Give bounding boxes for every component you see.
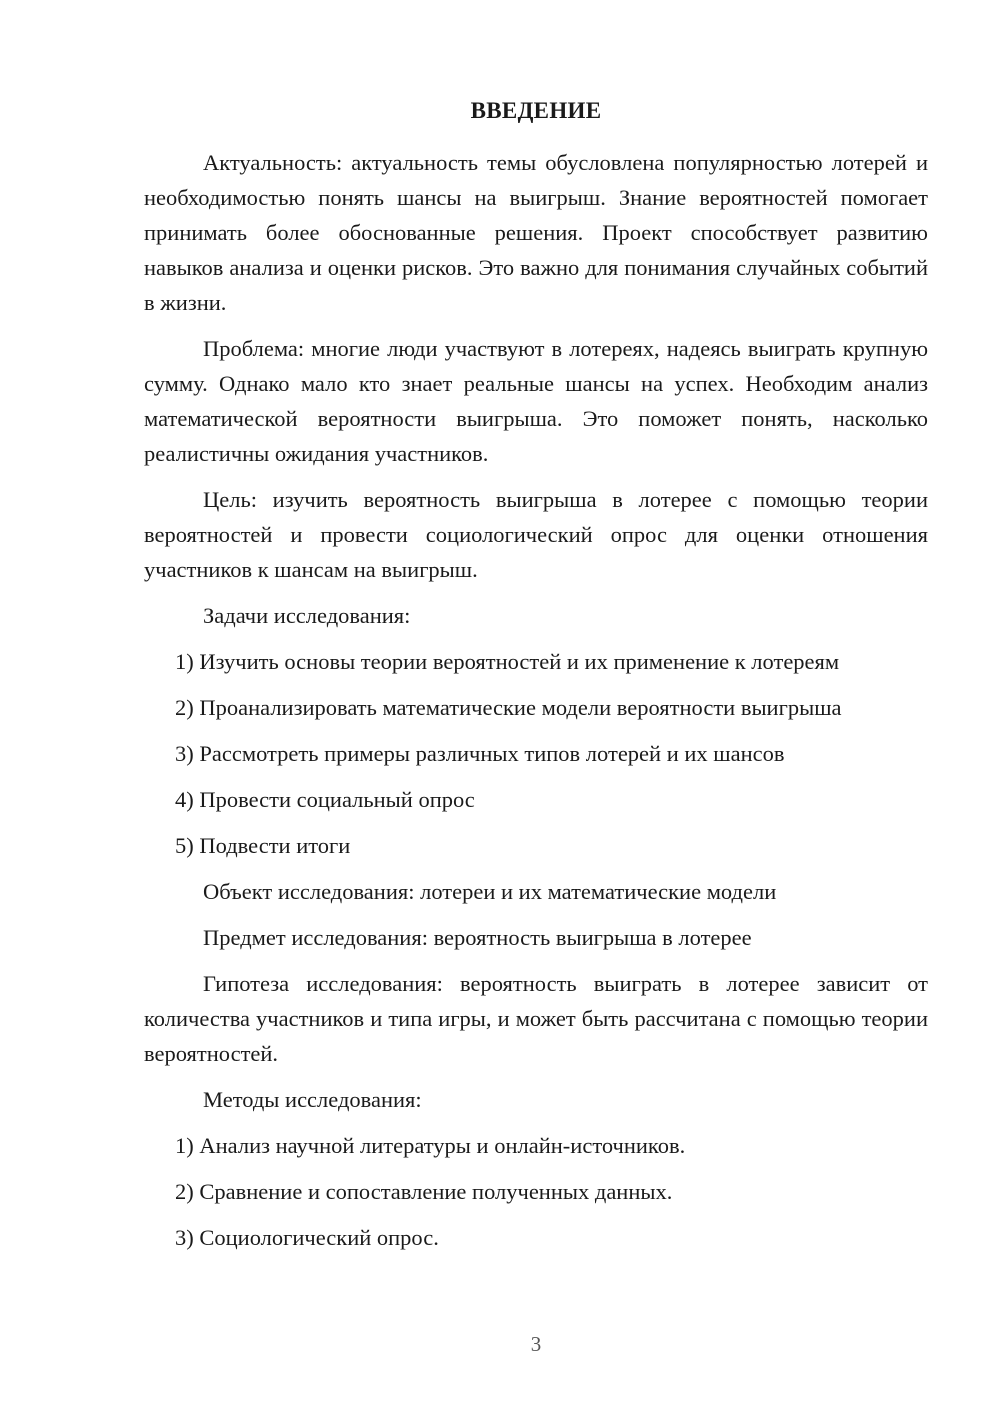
relevance-paragraph: Актуальность: актуальность темы обусловлена популярностью лотерей и необходимостью понять шансы на выигрыш. Знание вероятностей помогает принимать более обоснованные решения. Проект способствует развитию навыков анализа и оценки рисков. Это важно для понимания случайных событий в жизни.	[144, 150, 928, 315]
list-item: 1) Изучить основы теории вероятностей и их применение к лотереям	[175, 649, 840, 674]
document-body	[144, 145, 928, 1266]
subject-line: Предмет исследования: вероятность выигрыша в лотерее	[203, 925, 752, 950]
page-number: 3	[530, 1332, 542, 1356]
methods-list	[144, 1128, 928, 1255]
hypothesis-paragraph: Гипотеза исследования: вероятность выиграть в лотерее зависит от количества участников и типа игры, и может быть рассчитана с помощью теории вероятностей.	[144, 971, 928, 1066]
object-line: Объект исследования: лотереи и их математические модели	[203, 879, 777, 904]
list-item: 4) Провести социальный опрос	[175, 787, 475, 812]
section-heading: ВВЕДЕНИЕ	[470, 98, 602, 123]
goal-paragraph: Цель: изучить вероятность выигрыша в лотерее с помощью теории вероятностей и провести социологический опрос для оценки отношения участников к шансам на выигрыш.	[144, 487, 928, 582]
list-item: 3) Рассмотреть примеры различных типов лотерей и их шансов	[175, 741, 785, 766]
list-item: 5) Подвести итоги	[175, 833, 351, 858]
list-item: 3) Социологический опрос.	[175, 1225, 439, 1250]
list-item: 2) Проанализировать математические модели вероятности выигрыша	[175, 695, 842, 720]
methods-label: Методы исследования:	[203, 1087, 422, 1112]
tasks-label: Задачи исследования:	[203, 603, 411, 628]
list-item: 1) Анализ научной литературы и онлайн-источников.	[175, 1133, 686, 1158]
list-item: 2) Сравнение и сопоставление полученных данных.	[175, 1179, 673, 1204]
problem-paragraph: Проблема: многие люди участвуют в лотереях, надеясь выиграть крупную сумму. Однако мало кто знает реальные шансы на успех. Необходим анализ математической вероятности выигрыша. Это поможет понять, насколько реалистичны ожидания участников.	[144, 336, 928, 466]
tasks-list	[144, 644, 928, 863]
